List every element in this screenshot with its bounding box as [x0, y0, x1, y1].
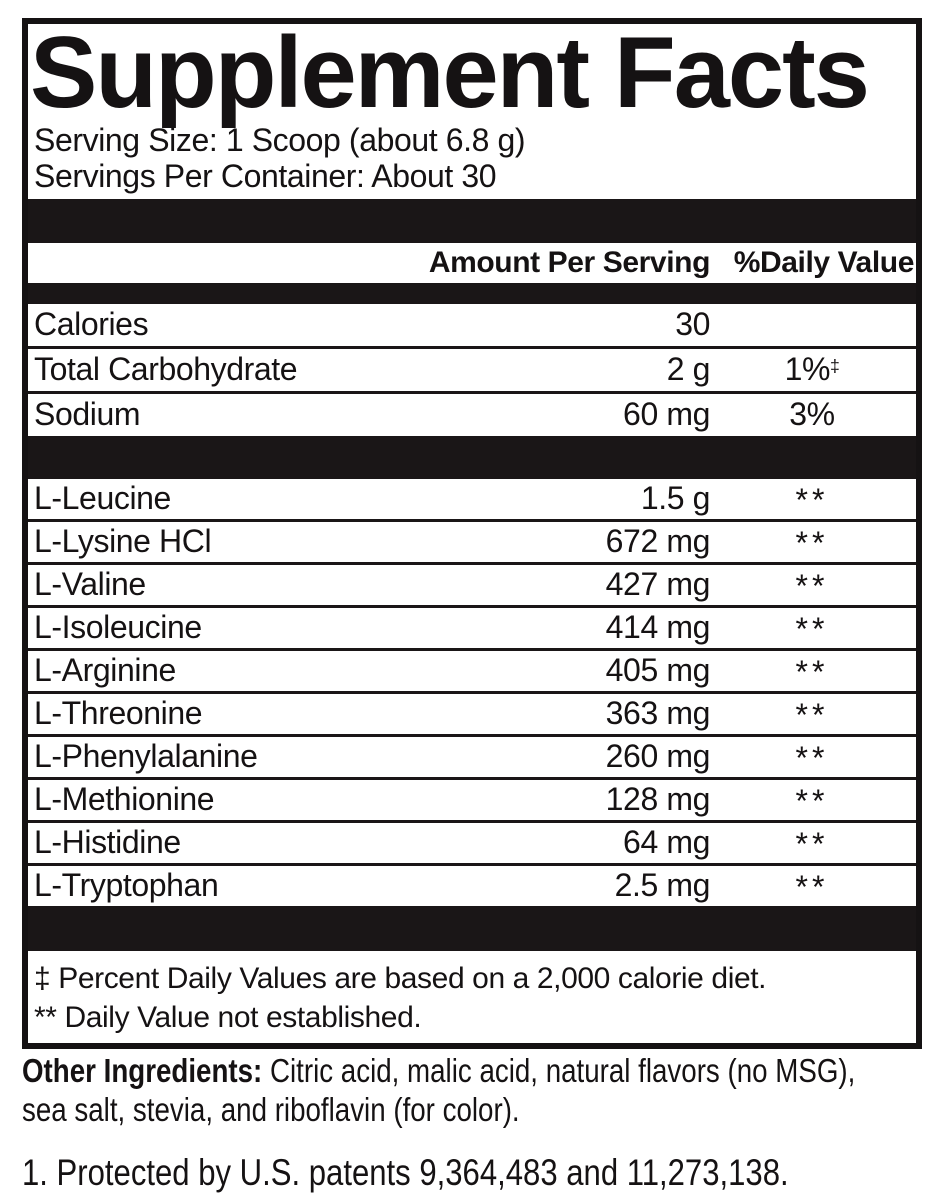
nutrient-amount: 2 g: [666, 351, 710, 388]
nutrient-amount: 672 mg: [605, 523, 710, 560]
nutrient-daily-value: [710, 781, 914, 818]
nutrient-amount: 64 mg: [623, 824, 710, 861]
daily-value-text: **: [795, 740, 829, 777]
nutrient-amount: 1.5 g: [640, 480, 710, 517]
nutrient-name: L-Isoleucine: [34, 609, 202, 646]
footnote-not-established: ** Daily Value not established.: [34, 1000, 422, 1034]
nutrient-daily-value: [710, 396, 914, 433]
below-panel-text: [22, 1052, 943, 1194]
nutrient-name: L-Arginine: [34, 652, 176, 689]
table-row: [28, 394, 916, 436]
supplement-facts-panel: [22, 18, 922, 1049]
nutrient-daily-value: [710, 609, 914, 646]
daily-value-text: **: [795, 869, 829, 906]
nutrient-name: Calories: [34, 306, 149, 343]
table-row: [28, 823, 916, 866]
nutrient-daily-value: [710, 566, 914, 603]
other-ingredients-label: Other Ingredients:: [22, 1052, 263, 1089]
nutrient-name: L-Methionine: [34, 781, 215, 818]
nutrient-name: L-Histidine: [34, 824, 181, 861]
table-row: [28, 651, 916, 694]
daily-value-text: **: [795, 525, 829, 562]
table-row: [28, 866, 916, 906]
nutrient-name: Total Carbohydrate: [34, 351, 298, 388]
nutrient-daily-value: [710, 652, 914, 689]
table-row: [28, 694, 916, 737]
daily-value-text: **: [795, 568, 829, 605]
daily-value-text: **: [795, 654, 829, 691]
daily-value-text: 1%: [784, 351, 831, 388]
nutrient-amount: 405 mg: [605, 652, 710, 689]
nutrient-name: L-Lysine HCl: [34, 523, 212, 560]
table-row: [28, 565, 916, 608]
nutrient-amount: 2.5 mg: [614, 867, 710, 904]
daily-value-text: **: [795, 482, 829, 519]
daily-value-text: 3%: [789, 396, 835, 433]
table-row: [28, 479, 916, 522]
table-row: [28, 737, 916, 780]
nutrient-name: L-Valine: [34, 566, 146, 603]
nutrient-amount: 427 mg: [605, 566, 710, 603]
column-header-row: [28, 243, 916, 283]
nutrient-name: Sodium: [34, 396, 141, 433]
nutrient-daily-value: [710, 824, 914, 861]
nutrient-amount: 30: [675, 306, 710, 343]
daily-value-text: **: [795, 611, 829, 648]
servings-per-container: Servings Per Container: About 30: [34, 157, 497, 194]
table-row: [28, 522, 916, 565]
nutrient-daily-value: [710, 351, 914, 388]
nutrient-daily-value: [710, 523, 914, 560]
table-row: [28, 349, 916, 394]
nutrient-name: L-Leucine: [34, 480, 171, 517]
daily-value-text: **: [795, 783, 829, 820]
other-ingredients: [22, 1052, 943, 1130]
other-ingredients-text-1: Citric acid, malic acid, natural flavors (no MSG),: [262, 1052, 856, 1089]
nutrient-daily-value: [710, 695, 914, 732]
other-ingredients-line-2: sea salt, stevia, and riboflavin (for color).: [22, 1090, 520, 1128]
other-ingredients-line-1: [22, 1052, 943, 1091]
table-row: [28, 608, 916, 651]
divider-bar-header: [28, 283, 916, 304]
footnote-daily-value: ‡ Percent Daily Values are based on a 2,000 calorie diet.: [34, 961, 767, 995]
daily-value-header: %Daily Value: [733, 245, 914, 279]
divider-bar-bottom: [28, 906, 916, 951]
nutrient-daily-value: [710, 480, 914, 517]
divider-bar-top: [28, 199, 916, 243]
nutrient-amount: 260 mg: [605, 738, 710, 775]
daily-value-text: **: [795, 826, 829, 863]
daily-value-text: **: [795, 697, 829, 734]
table-row: [28, 304, 916, 349]
serving-size: Serving Size: 1 Scoop (about 6.8 g): [34, 121, 526, 158]
nutrient-name: L-Tryptophan: [34, 867, 219, 904]
nutrient-amount: 60 mg: [623, 396, 710, 433]
amount-per-serving-header: Amount Per Serving: [428, 245, 710, 279]
panel-title: Supplement Facts: [30, 17, 868, 129]
nutrient-daily-value: [710, 867, 914, 904]
amino-acid-table: [28, 479, 916, 906]
patent-note: 1. Protected by U.S. patents 9,364,483 and 11,273,138.: [22, 1151, 789, 1193]
nutrient-name: L-Threonine: [34, 695, 203, 732]
nutrient-amount: 363 mg: [605, 695, 710, 732]
footnotes: [28, 951, 916, 1043]
divider-bar-middle: [28, 436, 916, 479]
nutrient-amount: 128 mg: [605, 781, 710, 818]
nutrient-daily-value: [710, 738, 914, 775]
table-row: [28, 780, 916, 823]
nutrient-amount: 414 mg: [605, 609, 710, 646]
nutrient-name: L-Phenylalanine: [34, 738, 258, 775]
daily-value-dagger: ‡: [830, 356, 840, 377]
nutrient-table: [28, 304, 916, 436]
